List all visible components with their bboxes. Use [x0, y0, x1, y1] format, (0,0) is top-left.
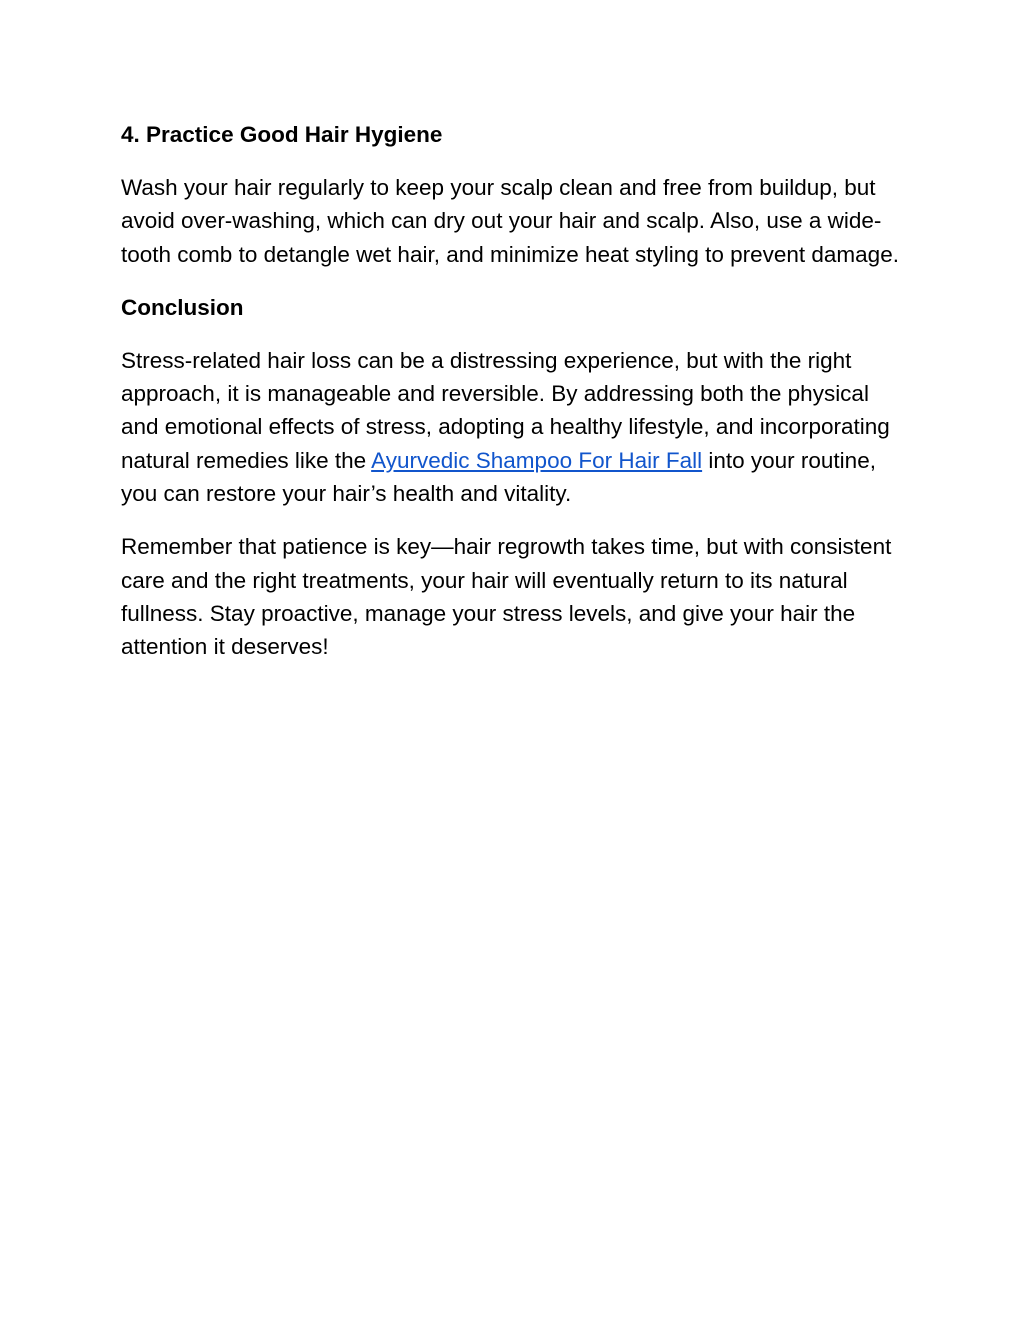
- document-page: [121, 118, 911, 684]
- conclusion-heading: Conclusion: [121, 294, 244, 320]
- conclusion-text-before-link: Stress-related hair loss can be a distressing experience, but with the right approach, it is manageable and reversible. By addressing both the physical and emotional effects of stress, adopting a healthy lifestyle, and incorporating natural remedies like the: [121, 347, 890, 473]
- conclusion-paragraph-2: Remember that patience is key—hair regrowth takes time, but with consistent care and the right treatments, your hair will eventually return to its natural fullness. Stay proactive, manage your stress levels, and give your hair the attention it deserves!: [121, 534, 892, 660]
- ayurvedic-shampoo-link[interactable]: Ayurvedic Shampoo For Hair Fall: [371, 447, 703, 473]
- conclusion-text-after-link: into your routine, you can restore your hair’s health and vitality.: [121, 447, 876, 507]
- section-heading-hair-hygiene: 4. Practice Good Hair Hygiene: [121, 122, 443, 147]
- conclusion-paragraph-1: [121, 344, 911, 510]
- hair-hygiene-paragraph: Wash your hair regularly to keep your scalp clean and free from buildup, but avoid over-washing, which can dry out your hair and scalp. Also, use a wide-tooth comb to detangle wet hair, and minimize heat styling to prevent damage.: [121, 175, 899, 267]
